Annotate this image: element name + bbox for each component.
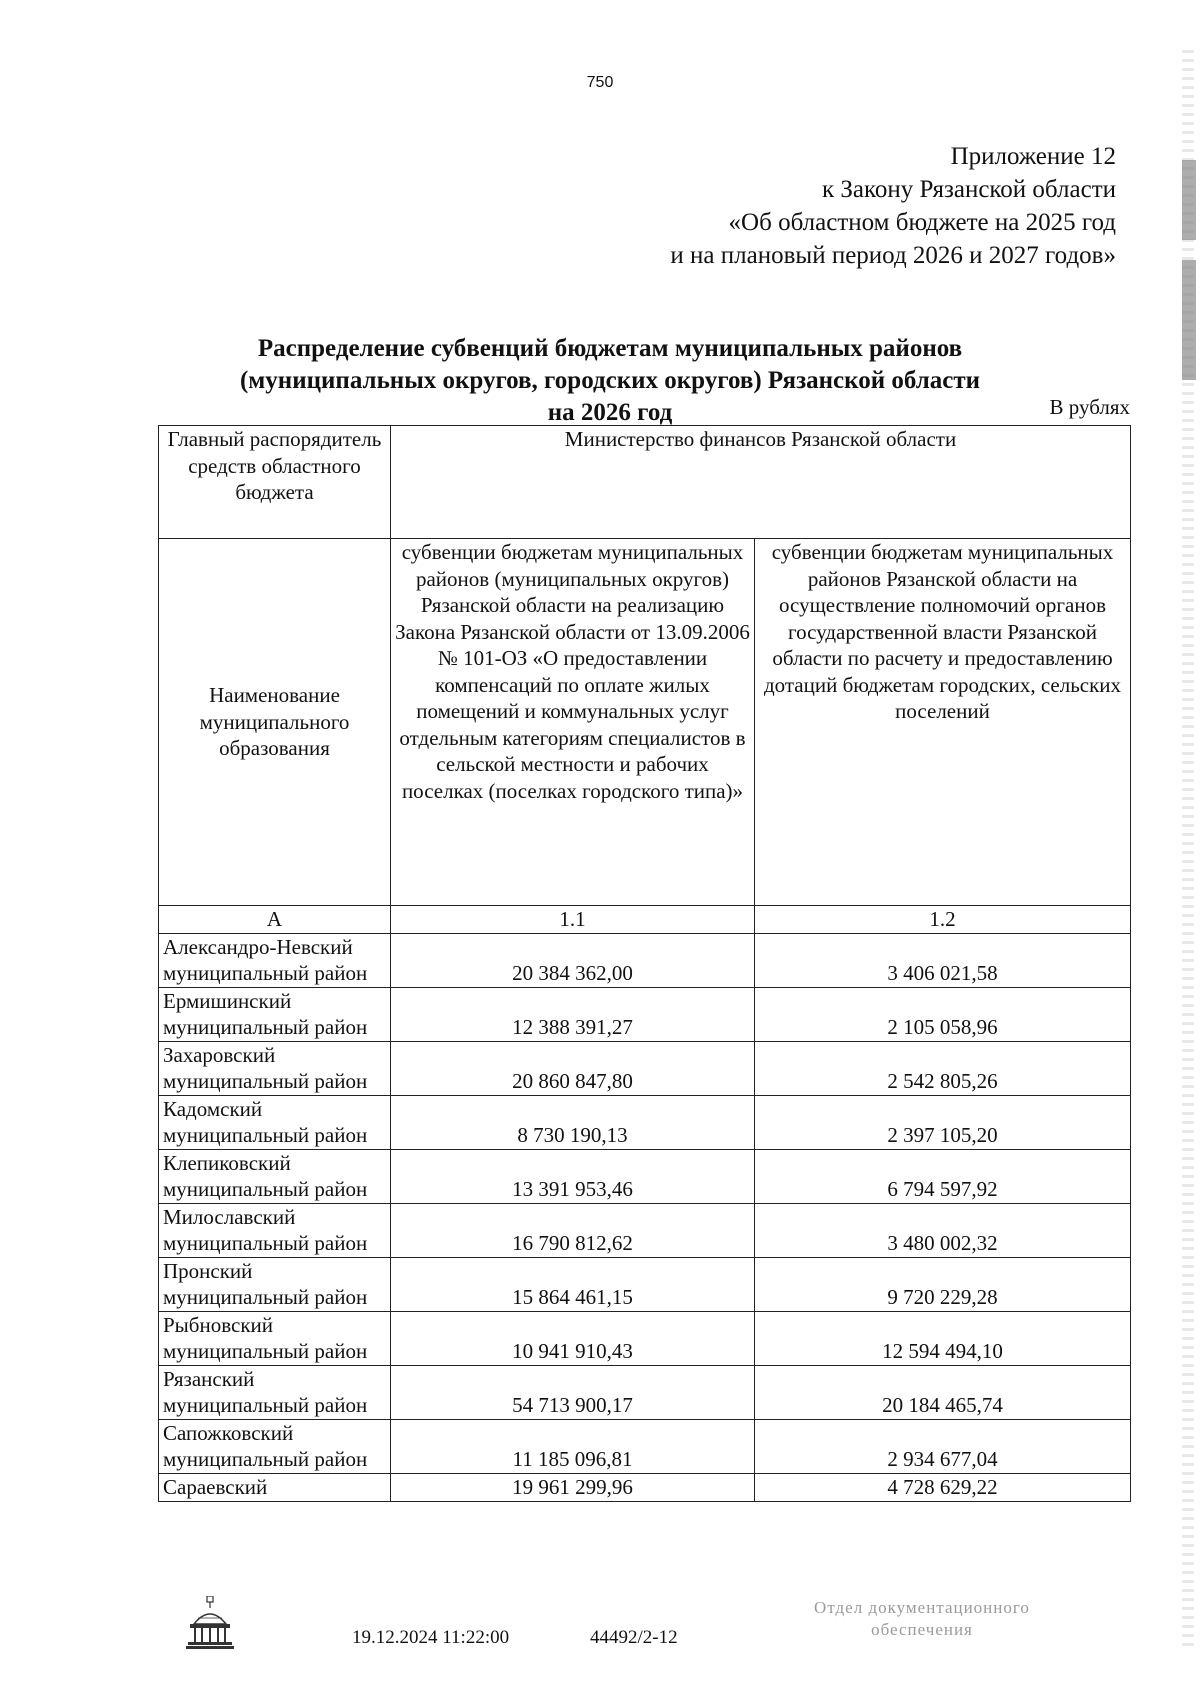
value-col-1: 8 730 190,13 xyxy=(391,1095,755,1149)
district-name: Сараевский xyxy=(159,1473,391,1501)
name-column-header: Наименование муниципального образования xyxy=(159,539,391,906)
table-row xyxy=(159,1311,1131,1365)
district-name: Милославский муниципальный район xyxy=(159,1203,391,1257)
footer-document-code: 44492/2-12 xyxy=(590,1627,678,1648)
column-index: 1.1 xyxy=(391,906,755,934)
table-row xyxy=(159,933,1131,987)
table-row xyxy=(159,1095,1131,1149)
appendix-line: к Закону Рязанской области xyxy=(822,176,1116,203)
table-row xyxy=(159,1203,1131,1257)
district-name: Рязанский муниципальный район xyxy=(159,1365,391,1419)
value-col-2: 2 934 677,04 xyxy=(755,1419,1131,1473)
table-row xyxy=(159,1041,1131,1095)
value-col-1: 12 388 391,27 xyxy=(391,987,755,1041)
value-col-2: 3 406 021,58 xyxy=(755,933,1131,987)
value-col-2: 4 728 629,22 xyxy=(755,1473,1131,1501)
table-header-row xyxy=(159,426,1131,539)
title-line: (муниципальных округов, городских округов) Рязанской области xyxy=(239,367,981,394)
appendix-line: Приложение 12 xyxy=(950,143,1116,170)
district-name: Александро-Невский муниципальный район xyxy=(159,933,391,987)
table-row xyxy=(159,1257,1131,1311)
column-index: 1.2 xyxy=(755,906,1131,934)
table-header-row xyxy=(159,539,1131,906)
table-row xyxy=(159,1473,1131,1501)
department-stamp xyxy=(772,1597,1072,1641)
column-index: А xyxy=(159,906,391,934)
column-2-header: субвенции бюджетам муниципальных районов Рязанской области на осуществление полномочий органов государственной власти Рязанской области по расчету и предоставлению дотаций бюджетам городских, сельских поселений xyxy=(755,539,1131,906)
title-line: Распределение субвенций бюджетам муниципальных районов xyxy=(257,335,963,362)
value-col-2: 2 105 058,96 xyxy=(755,987,1131,1041)
value-col-1: 54 713 900,17 xyxy=(391,1365,755,1419)
units-label: В рублях xyxy=(1049,395,1130,419)
duma-building-icon xyxy=(186,1596,234,1650)
district-name: Рыбновский муниципальный район xyxy=(159,1311,391,1365)
value-col-1: 15 864 461,15 xyxy=(391,1257,755,1311)
value-col-2: 3 480 002,32 xyxy=(755,1203,1131,1257)
subvention-table xyxy=(158,425,1131,1502)
district-name: Пронский муниципальный район xyxy=(159,1257,391,1311)
page-number: 750 xyxy=(586,74,614,91)
stamp-line: обеспечения xyxy=(871,1620,973,1639)
district-name: Ермишинский муниципальный район xyxy=(159,987,391,1041)
value-col-1: 19 961 299,96 xyxy=(391,1473,755,1501)
value-col-2: 6 794 597,92 xyxy=(755,1149,1131,1203)
title-line: на 2026 год xyxy=(547,399,673,426)
district-name: Сапожковский муниципальный район xyxy=(159,1419,391,1473)
value-col-1: 13 391 953,46 xyxy=(391,1149,755,1203)
value-col-1: 20 384 362,00 xyxy=(391,933,755,987)
value-col-2: 2 542 805,26 xyxy=(755,1041,1131,1095)
column-index-row xyxy=(159,906,1131,934)
appendix-line: «Об областном бюджете на 2025 год xyxy=(728,209,1116,236)
appendix-header xyxy=(416,140,1116,272)
district-name: Кадомский муниципальный район xyxy=(159,1095,391,1149)
district-name: Захаровский муниципальный район xyxy=(159,1041,391,1095)
value-col-2: 12 594 494,10 xyxy=(755,1311,1131,1365)
column-1-header: субвенции бюджетам муниципальных районов (муниципальных округов) Рязанской области на реализацию Закона Рязанской области от 13.09.2006 № 101-ОЗ «О предоставлении компенсаций по оплате жилых помещений и коммунальных услуг отдельным категориям специалистов в сельской местности и рабочих поселках (поселках городского типа)» xyxy=(391,539,755,906)
stamp-line: Отдел документационного xyxy=(814,1598,1030,1617)
table-row xyxy=(159,1365,1131,1419)
value-col-1: 11 185 096,81 xyxy=(391,1419,755,1473)
scan-mark xyxy=(1182,260,1196,380)
footer-date: 19.12.2024 11:22:00 xyxy=(352,1627,510,1648)
table-row xyxy=(159,1149,1131,1203)
value-col-2: 20 184 465,74 xyxy=(755,1365,1131,1419)
value-col-1: 10 941 910,43 xyxy=(391,1311,755,1365)
main-manager-value: Министерство финансов Рязанской области xyxy=(391,426,1131,539)
value-col-1: 16 790 812,62 xyxy=(391,1203,755,1257)
appendix-line: и на плановый период 2026 и 2027 годов» xyxy=(670,242,1116,269)
district-name: Клепиковский муниципальный район xyxy=(159,1149,391,1203)
main-manager-label: Главный распорядитель средств областного бюджета xyxy=(159,426,391,539)
value-col-2: 9 720 229,28 xyxy=(755,1257,1131,1311)
document-title xyxy=(150,333,1070,429)
table-row xyxy=(159,1419,1131,1473)
scan-mark xyxy=(1182,160,1196,240)
value-col-2: 2 397 105,20 xyxy=(755,1095,1131,1149)
value-col-1: 20 860 847,80 xyxy=(391,1041,755,1095)
table-row xyxy=(159,987,1131,1041)
